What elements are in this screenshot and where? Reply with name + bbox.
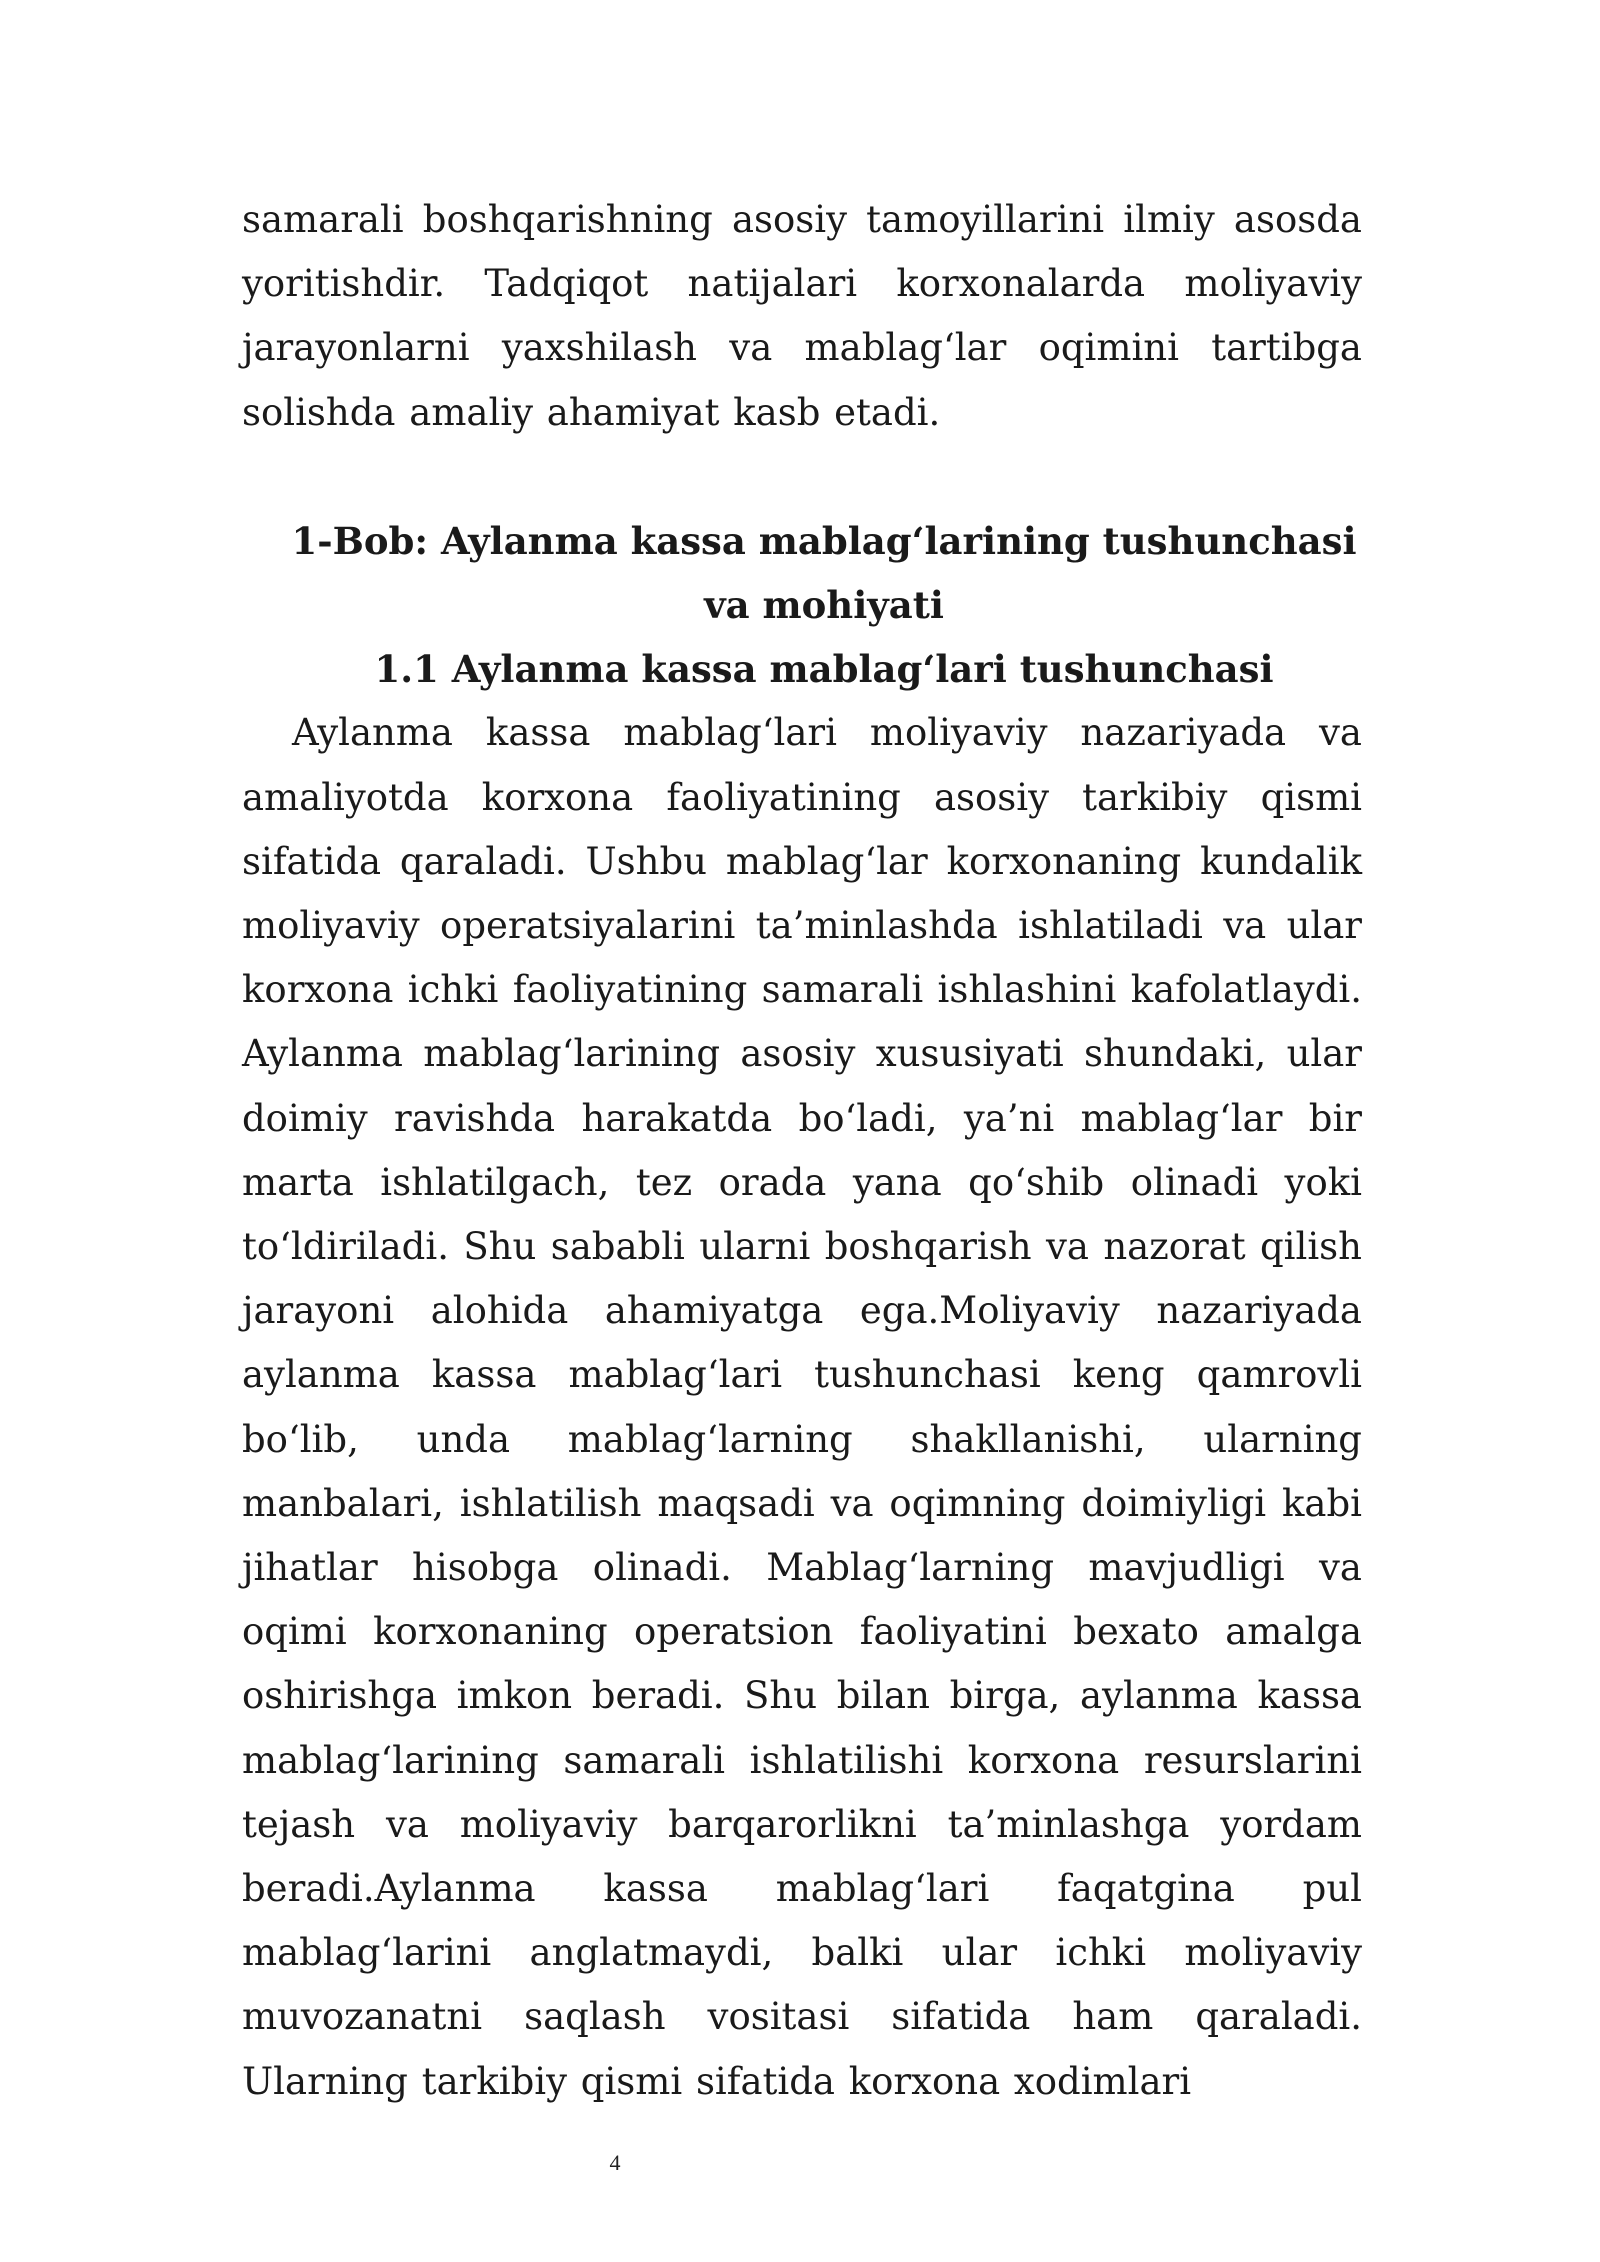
chapter-heading: 1-Bob: Aylanma kassa mablag‘larining tushunchasi va mohiyati — [291, 518, 1357, 628]
page-number: 4 — [609, 2150, 621, 2175]
body-paragraph: Aylanma kassa mablag‘lari moliyaviy nazariyada va amaliyotda korxona faoliyatining asosiy tarkibiy qismi sifatida qaraladi. Ushbu mablag‘lar korxonaning kundalik moliyaviy operatsiyalarini ta’minlashda ishlatiladi va ular korxona ichki faoliyatining samarali ishlashini kafolatlaydi. Aylanma mablag‘larining asosiy xususiyati shundaki, ular doimiy ravishda harakatda bo‘ladi, ya’ni mablag‘lar bir marta ishlatilgach, tez orada yana qo‘shib olinadi yoki to‘ldiriladi. Shu sababli ularni boshqarish va nazorat qilish jarayoni alohida ahamiyatga ega.Moliyaviy nazariyada aylanma kassa mablag‘lari tushunchasi keng qamrovli bo‘lib, unda mablag‘larning shakllanishi, ularning manbalari, ishlatilish maqsadi va oqimning doimiyligi kabi jihatlar hisobga olinadi. Mablag‘larning mavjudligi va oqimi korxonaning operatsion faoliyatini bexato amalga oshirishga imkon beradi. Shu bilan birga, aylanma kassa mablag‘larining samarali ishlatilishi korxona resurslarini tejash va moliyaviy barqarorlikni ta’minlashga yordam beradi.Aylanma kassa mablag‘lari faqatgina pul mablag‘larini anglatmaydi, balki ular ichki moliyaviy muvozanatni saqlash vositasi sifatida ham qaraladi. Ularning tarkibiy qismi sifatida korxona xodimlari — [242, 711, 1362, 2103]
page-content — [242, 188, 1362, 2114]
intro-paragraph: samarali boshqarishning asosiy tamoyillarini ilmiy asosda yoritishdir. Tadqiqot natijalari korxonalarda moliyaviy jarayonlarni yaxshilash va mablag‘lar oqimini tartibga solishda amaliy ahamiyat kasb etadi. — [242, 198, 1362, 434]
section-heading: 1.1 Aylanma kassa mablag‘lari tushunchasi — [374, 647, 1274, 692]
